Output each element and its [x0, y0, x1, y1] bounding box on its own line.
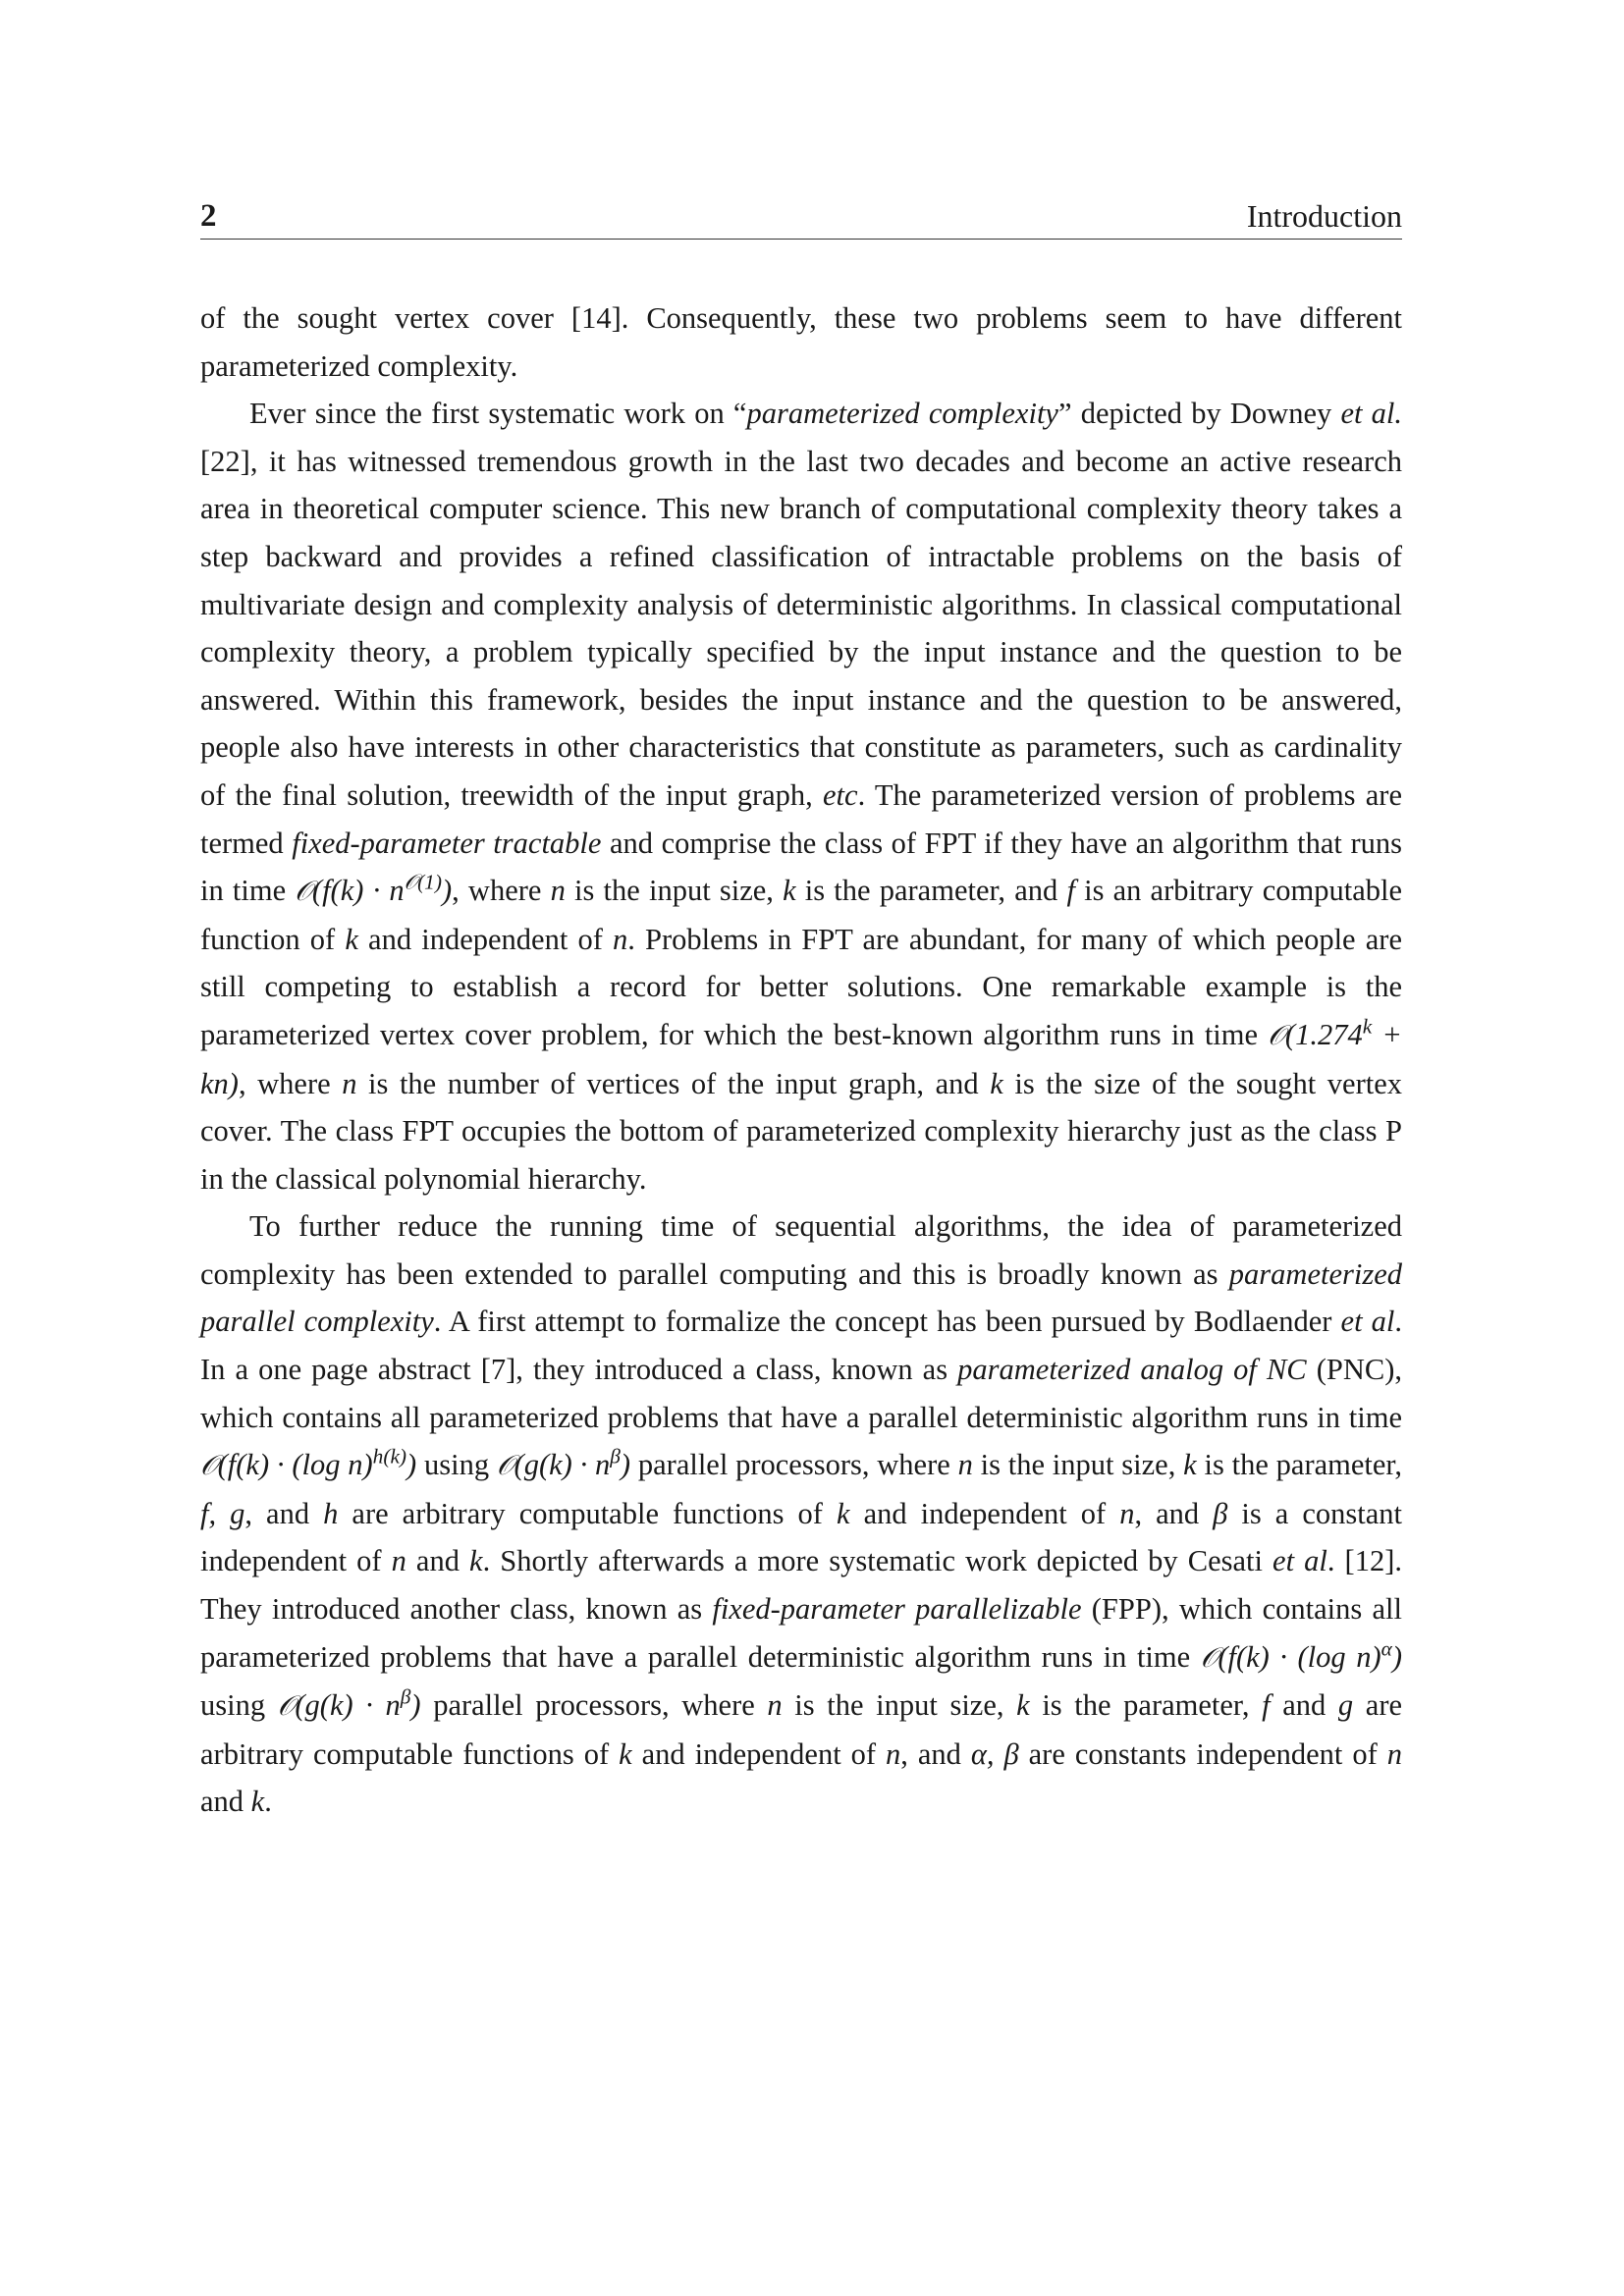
math-beta: β — [1213, 1496, 1228, 1530]
math-n: n — [1119, 1496, 1135, 1530]
text-span: using — [416, 1448, 497, 1482]
math-processors: 𝒪(g(k) · $n^\beta$) — [496, 1444, 631, 1482]
math-f: f — [1066, 874, 1075, 908]
math-n: n — [1386, 1736, 1402, 1771]
term-parameterized-analog-of-nc: parameterized analog of NC — [957, 1353, 1307, 1387]
text-span: [22], it has witnessed tremendous growth in the last two decades and become an active research area in theoretical computer science. This new branch of computational complexity theory takes a step backward and provides a refined classification of intractable problems on the basis of multivariate design and complexity analysis of deterministic algorithms. In classical computational complexity theory, a problem typically specified by the input instance and the question to be answered. Within this framework, besides the input instance and the question to be answered, people also have interests in other characteristics that constitute as parameters, such as cardinality of the final solution, treewidth of the input graph, — [200, 444, 1402, 812]
text-span: , where — [452, 874, 551, 908]
text-span: , where — [238, 1066, 343, 1100]
math-n: n — [957, 1448, 973, 1482]
text-span: Ever since the first systematic work on “ — [249, 397, 747, 431]
text-span: is the number of vertices of the input graph, and — [356, 1066, 991, 1100]
text-span: is the input size, — [972, 1448, 1184, 1482]
math-n: n — [613, 922, 628, 956]
text-span: (PNC), which contains all parameterized problems that have a parallel deterministic algorithm runs in time — [200, 1353, 1402, 1434]
running-title: Introduction — [1246, 198, 1402, 234]
text-span: is an arbitrary computable function of — [200, 874, 1403, 956]
math-h: h — [323, 1496, 339, 1530]
text-span: is the input size, — [782, 1688, 1017, 1723]
text-span: are arbitrary computable functions of — [200, 1688, 1403, 1771]
math-k: k — [783, 874, 796, 908]
text-span: ” depicted by Downey — [1057, 397, 1341, 431]
math-fpp-time: 𝒪(f(k) · (log n)$^\alpha$) — [1200, 1635, 1402, 1674]
math-processors: 𝒪(g(k) · $n^\beta$) — [277, 1684, 421, 1723]
text-span: using — [200, 1688, 278, 1723]
text-span: and — [200, 1785, 251, 1819]
text-span: and — [406, 1544, 470, 1578]
term-fixed-parameter-tractable: fixed-parameter tractable — [292, 826, 602, 860]
math-n: n — [391, 1544, 406, 1578]
paragraph-1: of the sought vertex cover [14]. Consequently, these two problems seem to have different parameterized complexity. — [200, 301, 1402, 383]
text-span: , and — [900, 1736, 971, 1771]
math-n: n — [767, 1688, 783, 1723]
text-span: is the parameter, — [1196, 1448, 1402, 1482]
math-f: f — [1262, 1688, 1271, 1723]
text-span: . Problems in FPT are abundant, for many of which people are still competing to establish a record for better solutions. One remarkable example is the parameterized vertex cover problem, for which the best-known algorithm runs in time — [200, 922, 1402, 1051]
text-span: parallel processors, where — [630, 1448, 958, 1482]
text-span: and independent of — [849, 1496, 1120, 1530]
body-text — [200, 294, 1402, 1826]
text-span: is a constant independent of — [200, 1496, 1402, 1578]
term-parameterized-parallel-complexity: parameterized parallel complexity — [200, 1256, 1402, 1339]
term-parameterized-complexity: parameterized complexity — [746, 397, 1058, 431]
text-span: . — [264, 1785, 272, 1819]
text-span: is the parameter, — [1029, 1688, 1263, 1723]
math-g: g — [1337, 1688, 1354, 1723]
math-k: k — [619, 1736, 632, 1771]
math-n: n — [550, 874, 566, 908]
text-span: and independent of — [357, 922, 614, 956]
text-span: and independent of — [631, 1736, 887, 1771]
text-span: and comprise the class of FPT if they have an algorithm that runs in time — [200, 826, 1402, 908]
math-k: k — [345, 922, 358, 956]
et-al: et al — [1340, 1305, 1395, 1339]
math-k: k — [990, 1066, 1003, 1100]
text-span: and — [1270, 1688, 1338, 1723]
text-span: is the size of the sought vertex cover. The class FPT occupies the bottom of parameterized complexity hierarchy just as the class P in the classical polynomial hierarchy. — [200, 1066, 1402, 1196]
text-span: , and — [1134, 1496, 1214, 1530]
et-al: et al. — [1340, 397, 1402, 431]
text-span: parallel processors, where — [420, 1688, 768, 1723]
math-pnc-time: 𝒪(f(k) · (log n)$^{h(k)}$) — [200, 1444, 417, 1482]
math-k: k — [469, 1544, 483, 1578]
math-k: k — [250, 1785, 265, 1819]
math-k: k — [1016, 1688, 1030, 1723]
text-span: is the input size, — [565, 874, 784, 908]
paragraph-3 — [200, 1202, 1402, 1826]
text-span: is the parameter, and — [795, 874, 1067, 908]
text-span: . [12]. They introduced another class, known as — [200, 1544, 1402, 1627]
page-number: 2 — [200, 198, 217, 234]
text-span: . In a one page abstract [7], they introduced a class, known as — [200, 1305, 1402, 1387]
math-k: k — [1183, 1448, 1197, 1482]
math-f-g: f, g — [200, 1496, 245, 1530]
text-span: are arbitrary computable functions of — [338, 1496, 837, 1530]
math-fpt-time: 𝒪(f(k) · $n^{𝒪(1)}$) — [295, 870, 453, 908]
page-header — [200, 192, 1402, 240]
text-span: are constants independent of — [1018, 1736, 1387, 1771]
text-span: . A first attempt to formalize the concept has been pursued by Bodlaender — [433, 1305, 1341, 1339]
math-n: n — [342, 1066, 357, 1100]
text-span: (FPP), which contains all parameterized problems that have a parallel deterministic algorithm runs in time — [200, 1592, 1402, 1674]
text-span: . Shortly afterwards a more systematic work depicted by Cesati — [482, 1544, 1273, 1578]
term-fixed-parameter-parallelizable: fixed-parameter parallelizable — [712, 1592, 1082, 1627]
text-span: To further reduce the running time of sequential algorithms, the idea of parameterized complexity has been extended to parallel computing and this is broadly known as — [200, 1209, 1402, 1291]
text-span: . The parameterized version of problems are termed — [200, 777, 1402, 860]
etc: etc — [823, 777, 858, 812]
text-span: , and — [244, 1496, 324, 1530]
et-al: et al — [1272, 1544, 1327, 1578]
math-alpha-beta: α, β — [970, 1736, 1019, 1771]
math-n: n — [886, 1736, 901, 1771]
paragraph-2 — [200, 390, 1402, 1202]
math-k: k — [837, 1496, 850, 1530]
math-vc-time: $𝒪(1.274^k + kn)$ — [200, 1014, 1402, 1100]
